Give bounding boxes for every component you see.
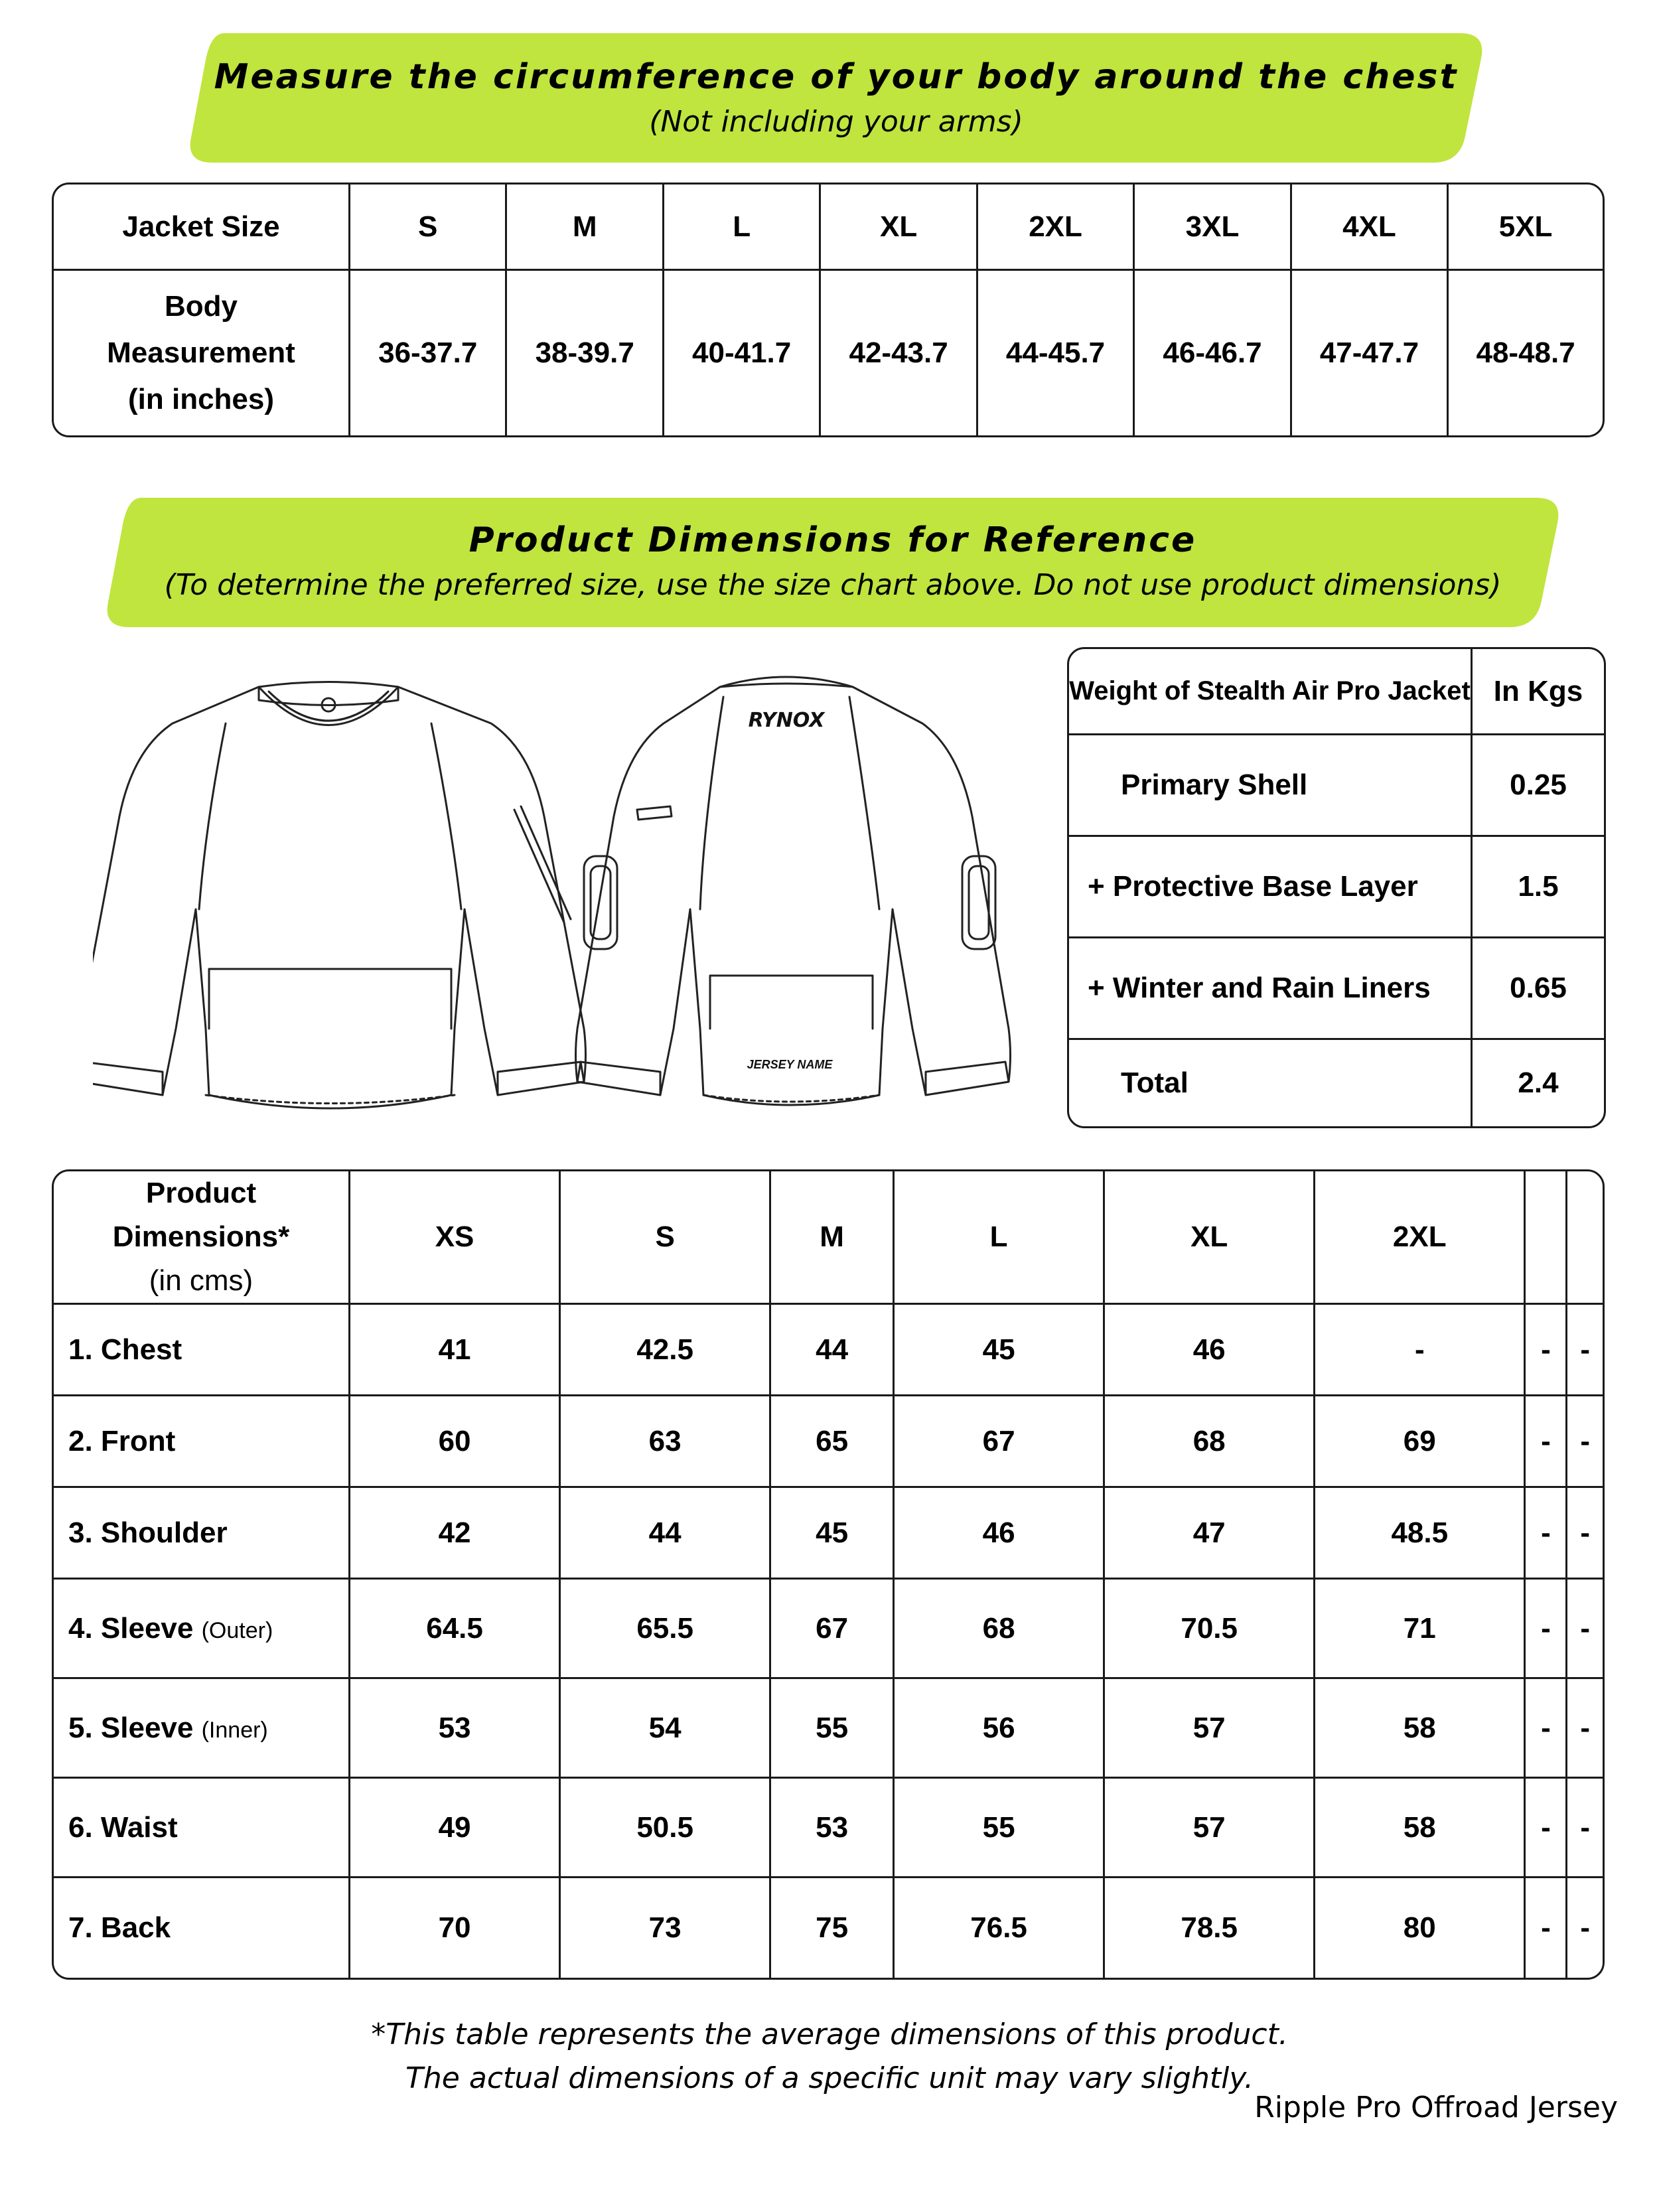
weight-value: 0.25 bbox=[1473, 735, 1604, 837]
jacket-back-view bbox=[576, 677, 1011, 1105]
weight-table bbox=[1067, 647, 1606, 1128]
product-dimensions-banner bbox=[103, 498, 1563, 627]
dimension-value: - bbox=[1567, 1580, 1603, 1679]
measurement-value: 36-37.7 bbox=[350, 271, 507, 435]
size-header: S bbox=[561, 1171, 771, 1305]
dimension-value: - bbox=[1526, 1580, 1567, 1679]
body-measurement-label: Body Measurement (in inches) bbox=[54, 271, 350, 435]
footnote-line-2: The actual dimensions of a specific unit may vary slightly. bbox=[405, 2061, 1254, 2095]
table-row bbox=[54, 1580, 1603, 1679]
dimension-value: 67 bbox=[895, 1396, 1105, 1488]
size-header: 3XL bbox=[1135, 184, 1291, 271]
dims-header-row bbox=[54, 1171, 1603, 1305]
banner-subtitle: (To determine the preferred size, use the size chart above. Do not use product dimensions) bbox=[164, 568, 1502, 602]
dimension-value: - bbox=[1580, 1911, 1591, 1944]
weight-value: 1.5 bbox=[1473, 837, 1604, 938]
dimension-value: 45 bbox=[771, 1488, 895, 1580]
product-dimensions-table bbox=[52, 1169, 1605, 1980]
size-header: XL bbox=[1105, 1171, 1315, 1305]
dimension-value: 68 bbox=[1105, 1396, 1315, 1488]
dimension-value: 68 bbox=[895, 1580, 1105, 1679]
table-row bbox=[54, 1679, 1603, 1779]
dimension-value: - bbox=[1526, 1396, 1567, 1488]
weight-header-label: Weight of Stealth Air Pro Jacket bbox=[1069, 649, 1473, 735]
dimension-value: 55 bbox=[771, 1679, 895, 1779]
dimension-value: 65.5 bbox=[561, 1580, 771, 1679]
dimension-value: 44 bbox=[771, 1305, 895, 1396]
dimension-value: 67 bbox=[771, 1580, 895, 1679]
size-header bbox=[1567, 1171, 1603, 1305]
dimension-value: 57 bbox=[1105, 1679, 1315, 1779]
dimension-value: 75 bbox=[771, 1878, 895, 1978]
dimension-value: 64.5 bbox=[350, 1580, 561, 1679]
dimension-value: 45 bbox=[895, 1305, 1105, 1396]
size-header: 4XL bbox=[1292, 184, 1449, 271]
weight-value: 0.65 bbox=[1473, 938, 1604, 1040]
dimension-value: - bbox=[1526, 1779, 1567, 1878]
weight-total-value: 2.4 bbox=[1518, 1067, 1559, 1099]
product-name: Ripple Pro Offroad Jersey bbox=[1254, 2091, 1618, 2124]
weight-row-label: Primary Shell bbox=[1069, 735, 1473, 837]
dimension-value: 54 bbox=[561, 1679, 771, 1779]
dimension-value: 73 bbox=[561, 1878, 771, 1978]
weight-row-label: + Protective Base Layer bbox=[1069, 837, 1473, 938]
weight-header-row bbox=[1069, 649, 1604, 735]
banner-background bbox=[103, 498, 1563, 627]
dimension-value: 48.5 bbox=[1315, 1488, 1526, 1580]
dimension-value: 53 bbox=[771, 1779, 895, 1878]
size-header bbox=[1526, 1171, 1567, 1305]
dimension-value: 55 bbox=[895, 1779, 1105, 1878]
table-row bbox=[54, 1488, 1603, 1580]
dimension-value: - bbox=[1526, 1878, 1567, 1978]
dimension-value: 58 bbox=[1315, 1679, 1526, 1779]
size-header: L bbox=[664, 184, 821, 271]
dimension-value: 69 bbox=[1315, 1396, 1526, 1488]
table-row bbox=[54, 1779, 1603, 1878]
dimension-value: - bbox=[1567, 1679, 1603, 1779]
weight-total-row bbox=[1069, 1040, 1604, 1126]
size-header: 5XL bbox=[1449, 184, 1603, 271]
dimension-value: - bbox=[1526, 1305, 1567, 1396]
footnote-line-1: *This table represents the average dimensions of this product. bbox=[371, 2018, 1288, 2051]
body-measurement-row bbox=[54, 271, 1603, 435]
size-header-row bbox=[54, 184, 1603, 271]
dimension-value: 65 bbox=[771, 1396, 895, 1488]
measurement-value: 47-47.7 bbox=[1292, 271, 1449, 435]
jacket-front-view bbox=[93, 682, 586, 1109]
dimension-value: - bbox=[1567, 1779, 1603, 1878]
dimension-value: - bbox=[1567, 1396, 1603, 1488]
table-row bbox=[54, 1878, 1603, 1978]
size-header: S bbox=[350, 184, 507, 271]
banner-background bbox=[186, 33, 1486, 163]
size-header: M bbox=[771, 1171, 895, 1305]
jacket-size-table bbox=[52, 183, 1605, 437]
dimension-value: 78.5 bbox=[1105, 1878, 1315, 1978]
dimension-value: 46 bbox=[895, 1488, 1105, 1580]
dimension-value: - bbox=[1526, 1488, 1567, 1580]
dimension-value: 57 bbox=[1105, 1779, 1315, 1878]
weight-unit-header: In Kgs bbox=[1473, 649, 1604, 735]
dimension-value: 70.5 bbox=[1105, 1580, 1315, 1679]
measurement-value: 38-39.7 bbox=[507, 271, 664, 435]
size-header: XS bbox=[350, 1171, 561, 1305]
dimension-label: 1. Chest bbox=[54, 1305, 350, 1396]
measurement-value: 48-48.7 bbox=[1476, 336, 1575, 369]
measurement-value: 44-45.7 bbox=[978, 271, 1135, 435]
jacket-size-label: Jacket Size bbox=[54, 184, 350, 271]
size-header: 2XL bbox=[1315, 1171, 1526, 1305]
dimension-value: 53 bbox=[350, 1679, 561, 1779]
table-row bbox=[54, 1305, 1603, 1396]
banner-subtitle: (Not including your arms) bbox=[649, 105, 1023, 139]
dimension-value: 44 bbox=[561, 1488, 771, 1580]
dimension-value: 46 bbox=[1105, 1305, 1315, 1396]
dimension-value: 80 bbox=[1315, 1878, 1526, 1978]
dimension-value: 63 bbox=[561, 1396, 771, 1488]
dimension-value: 76.5 bbox=[895, 1878, 1105, 1978]
weight-row bbox=[1069, 837, 1604, 938]
dimension-value: 47 bbox=[1105, 1488, 1315, 1580]
banner-title: Product Dimensions for Reference bbox=[469, 520, 1197, 560]
dimension-value: 56 bbox=[895, 1679, 1105, 1779]
measurement-value: 46-46.7 bbox=[1135, 271, 1291, 435]
dimension-value: 58 bbox=[1315, 1779, 1526, 1878]
jersey-name-label: JERSEY NAME bbox=[747, 1058, 833, 1071]
dimension-label: 2. Front bbox=[54, 1396, 350, 1488]
dimension-value: - bbox=[1315, 1305, 1526, 1396]
dimension-value: - bbox=[1526, 1679, 1567, 1779]
dimension-value: - bbox=[1567, 1488, 1603, 1580]
dimension-value: 42.5 bbox=[561, 1305, 771, 1396]
rynox-logo: RYNOX bbox=[748, 709, 825, 732]
dimension-value: 71 bbox=[1315, 1580, 1526, 1679]
dimension-label: 3. Shoulder bbox=[54, 1488, 350, 1580]
dimension-value: 60 bbox=[350, 1396, 561, 1488]
size-header: 2XL bbox=[978, 184, 1135, 271]
weight-row bbox=[1069, 938, 1604, 1040]
chest-measure-banner bbox=[186, 33, 1486, 163]
weight-row bbox=[1069, 735, 1604, 837]
dimension-value: 49 bbox=[350, 1779, 561, 1878]
dimension-value: - bbox=[1567, 1305, 1603, 1396]
size-header: XL bbox=[821, 184, 977, 271]
weight-row-label: + Winter and Rain Liners bbox=[1069, 938, 1473, 1040]
table-row bbox=[54, 1396, 1603, 1488]
size-header: M bbox=[507, 184, 664, 271]
dimension-value: 42 bbox=[350, 1488, 561, 1580]
dimension-label: 6. Waist bbox=[54, 1779, 350, 1878]
weight-total-label: Total bbox=[1069, 1040, 1473, 1126]
measurement-value: 42-43.7 bbox=[821, 271, 977, 435]
dimension-label: 4. Sleeve (Outer) bbox=[54, 1580, 350, 1679]
banner-title: Measure the circumference of your body around the chest bbox=[214, 57, 1459, 97]
dimension-label: 7. Back bbox=[54, 1878, 350, 1978]
size-header: L bbox=[895, 1171, 1105, 1305]
dims-header-label: Product Dimensions* (in cms) bbox=[54, 1171, 350, 1305]
jacket-illustration bbox=[93, 657, 1035, 1122]
measurement-value: 40-41.7 bbox=[664, 271, 821, 435]
dimension-value: 41 bbox=[350, 1305, 561, 1396]
dimension-label: 5. Sleeve (Inner) bbox=[54, 1679, 350, 1779]
dimension-value: 50.5 bbox=[561, 1779, 771, 1878]
dimension-value: 70 bbox=[350, 1878, 561, 1978]
